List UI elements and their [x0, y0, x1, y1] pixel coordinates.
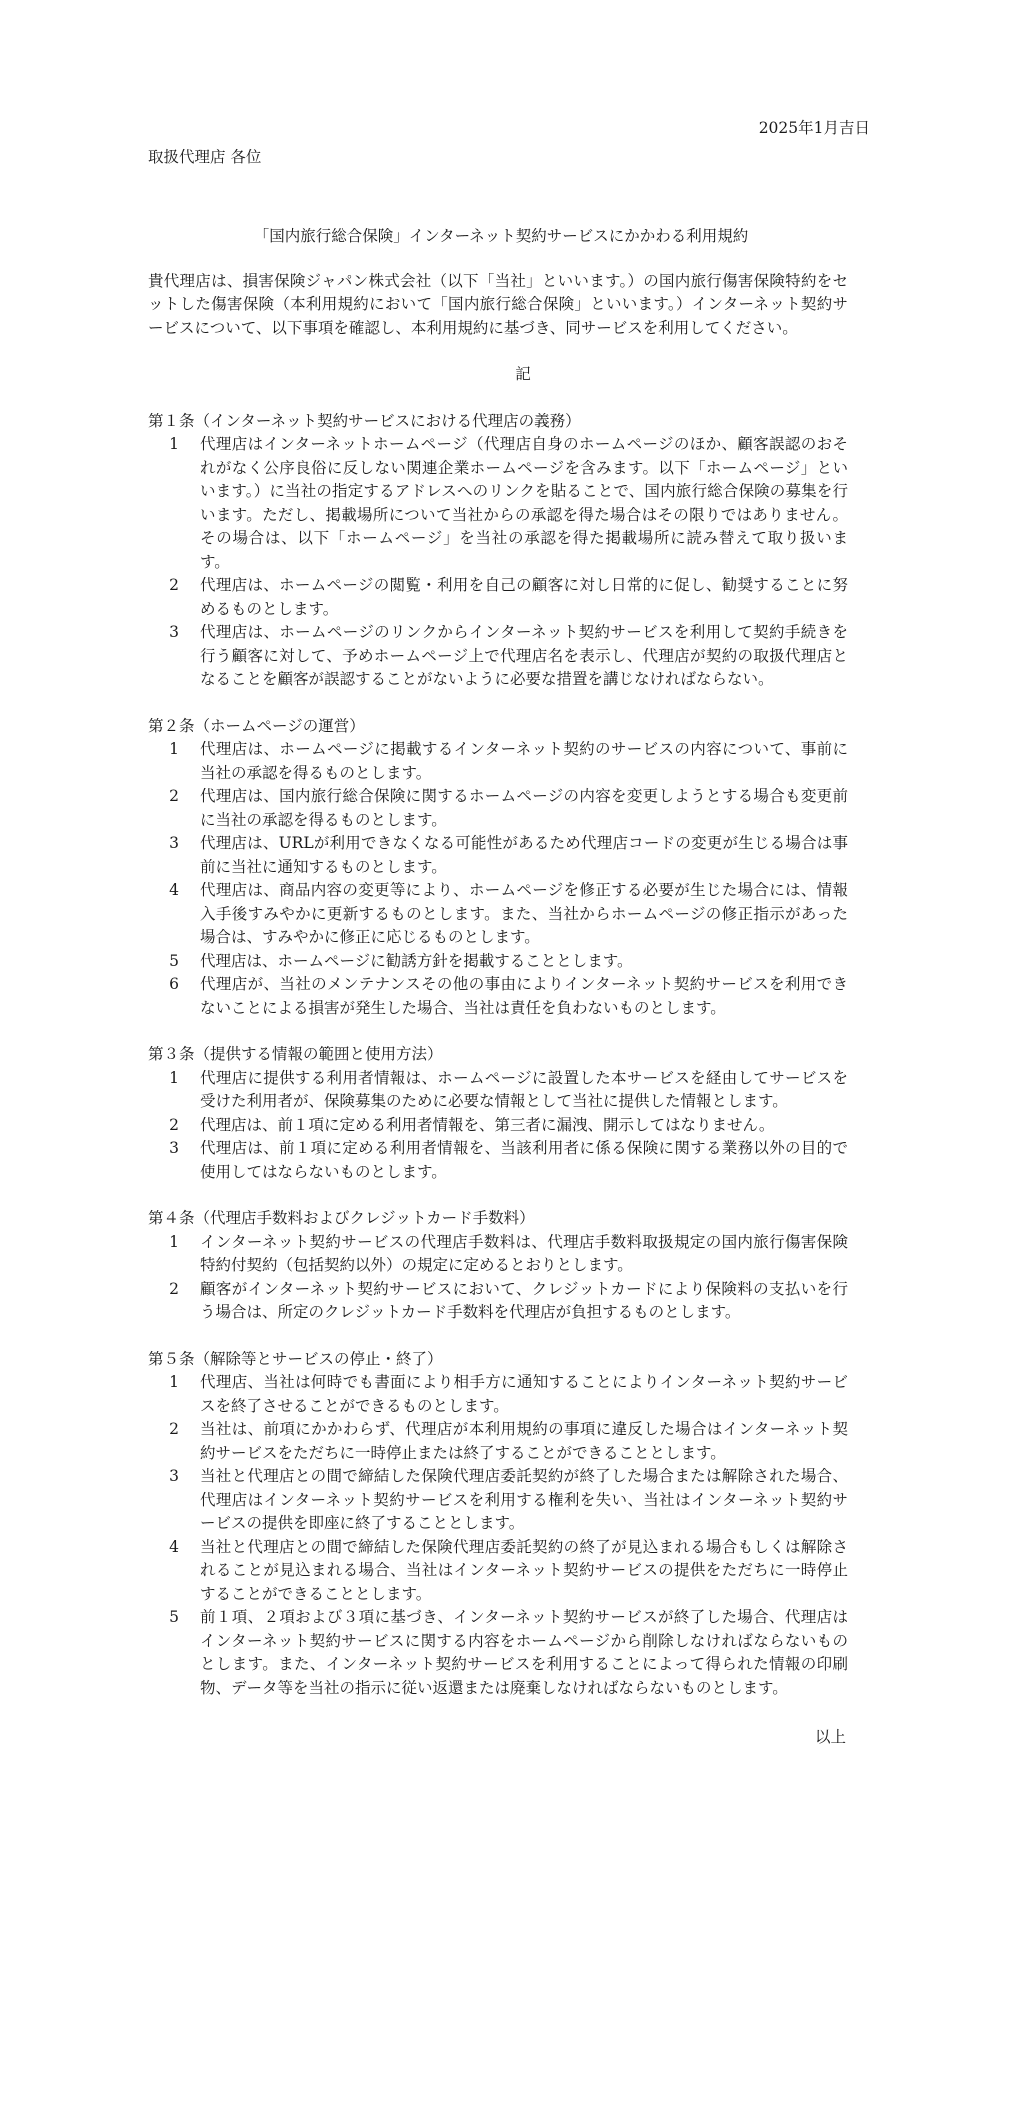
article-5: [148, 1348, 848, 1701]
clause-item: [148, 785, 848, 832]
article-heading: 第５条（解除等とサービスの停止・終了）: [148, 1349, 443, 1368]
clause-item: [148, 832, 848, 879]
article-heading: 第２条（ホームページの運営）: [148, 716, 365, 735]
clause-item: [148, 1536, 848, 1607]
articles-section: [148, 410, 848, 1701]
clause-number: 1: [169, 1232, 179, 1251]
intro-paragraph: 貴代理店は、損害保険ジャパン株式会社（以下「当社」といいます。）の国内旅行傷害保険特約をセットした傷害保険（本利用規約において「国内旅行総合保険」といいます。）インターネット契約サービスについて、以下事項を確認し、本利用規約に基づき、同サービスを利用してください。: [148, 271, 848, 337]
clause-item: [148, 1465, 848, 1536]
clause-text: 代理店はインターネットホームページ（代理店自身のホームページのほか、顧客誤認のおそれがなく公序良俗に反しない関連企業ホームページを含みます。以下「ホームページ」といいます。）に当社の指定するアドレスへのリンクを貼ることで、国内旅行総合保険の募集を行います。ただし、掲載場所について当社からの承認を得た場合はその限りではありません。その場合は、以下「ホームページ」を当社の承認を得た掲載場所に読み替えて取り扱います。: [200, 435, 848, 571]
clause-text: 代理店は、ホームページの閲覧・利用を自己の顧客に対し日常的に促し、勧奨することに努めるものとします。: [200, 576, 848, 618]
clause-text: 当社と代理店との間で締結した保険代理店委託契約が終了した場合または解除された場合、代理店はインターネット契約サービスを利用する権利を失い、当社はインターネット契約サービスの提供を即座に終了することとします。: [200, 1467, 848, 1532]
clause-text: 代理店、当社は何時でも書面により相手方に通知することによりインターネット契約サービスを終了させることができるものとします。: [200, 1373, 848, 1415]
clause-number: 3: [169, 834, 179, 852]
clause-number: 5: [169, 951, 179, 970]
clause-number: 2: [169, 1279, 179, 1298]
clause-number: 4: [169, 1537, 179, 1556]
article-heading: 第３条（提供する情報の範囲と使用方法）: [148, 1045, 443, 1063]
article-1: [148, 410, 848, 692]
clause-number: 3: [169, 1467, 179, 1485]
clause-text: 代理店は、ホームページに勧誘方針を掲載することとします。: [200, 951, 633, 970]
article-3: [148, 1043, 848, 1184]
clause-text: 前１項、２項および３項に基づき、インターネット契約サービスが終了した場合、代理店はインターネット契約サービスに関する内容をホームページから削除しなければならないものとします。また、インターネット契約サービスを利用することによって得られた情報の印刷物、データ等を当社の指示に従い返還または廃棄しなければならないものとします。: [200, 1608, 848, 1697]
clause-item: [148, 738, 848, 785]
ki-mark: 記: [515, 365, 531, 383]
clause-number: 1: [169, 1373, 179, 1391]
clause-item: [148, 879, 848, 950]
clause-item: [148, 621, 848, 692]
clause-text: 当社は、前項にかかわらず、代理店が本利用規約の事項に違反した場合はインターネット契約サービスをただちに一時停止または終了することができることとします。: [200, 1420, 848, 1462]
clause-text: 代理店は、ホームページのリンクからインターネット契約サービスを利用して契約手続きを行う顧客に対して、予めホームページ上で代理店名を表示し、代理店が契約の取扱代理店となることを顧客が誤認することがないように必要な措置を講じなければならない。: [200, 623, 848, 688]
clause-item: [148, 1418, 848, 1465]
clause-number: 1: [169, 435, 179, 453]
article-heading: 第４条（代理店手数料およびクレジットカード手数料）: [148, 1209, 535, 1227]
clause-item: [148, 1606, 848, 1700]
clause-text: 代理店は、URLが利用できなくなる可能性があるため代理店コードの変更が生じる場合は事前に当社に通知するものとします。: [200, 834, 848, 876]
clause-text: 代理店は、ホームページに掲載するインターネット契約のサービスの内容について、事前に当社の承認を得るものとします。: [200, 740, 848, 782]
clause-number: 5: [169, 1608, 179, 1626]
document-date: 2025年1月吉日: [758, 119, 870, 137]
clause-number: 1: [169, 1068, 179, 1087]
clause-number: 3: [169, 623, 179, 641]
clause-text: 当社と代理店との間で締結した保険代理店委託契約の終了が見込まれる場合もしくは解除されることが見込まれる場合、当社はインターネット契約サービスの提供をただちに一時停止することができることとします。: [200, 1537, 848, 1603]
clause-text: 代理店は、前１項に定める利用者情報を、第三者に漏洩、開示してはなりません。: [200, 1115, 775, 1134]
clause-text: 顧客がインターネット契約サービスにおいて、クレジットカードにより保険料の支払いを行う場合は、所定のクレジットカード手数料を代理店が負担するものとします。: [200, 1279, 848, 1321]
clause-item: [148, 950, 848, 974]
article-4: [148, 1207, 848, 1325]
clause-item: [148, 1278, 848, 1325]
clause-item: [148, 1137, 848, 1184]
clause-item: [148, 973, 848, 1020]
clause-number: 2: [169, 576, 179, 594]
clause-item: [148, 574, 848, 621]
clause-text: 代理店に提供する利用者情報は、ホームページに設置した本サービスを経由してサービスを受けた利用者が、保険募集のために必要な情報として当社に提供した情報とします。: [200, 1068, 848, 1110]
clause-text: 代理店は、国内旅行総合保険に関するホームページの内容を変更しようとする場合も変更前に当社の承認を得るものとします。: [200, 787, 848, 829]
clause-item: [148, 1067, 848, 1114]
addressee: 取扱代理店 各位: [148, 147, 262, 166]
clause-number: 2: [169, 1420, 179, 1438]
clause-number: 4: [169, 881, 179, 899]
clause-text: 代理店は、前１項に定める利用者情報を、当該利用者に係る保険に関する業務以外の目的で使用してはならないものとします。: [200, 1139, 848, 1181]
clause-item: [148, 1231, 848, 1278]
article-heading: 第１条（インターネット契約サービスにおける代理店の義務）: [148, 411, 581, 430]
clause-number: 2: [169, 1115, 179, 1134]
clause-number: 2: [169, 787, 179, 805]
clause-item: [148, 1371, 848, 1418]
clause-text: 代理店は、商品内容の変更等により、ホームページを修正する必要が生じた場合には、情報入手後すみやかに更新するものとします。また、当社からホームページの修正指示があった場合は、すみやかに修正に応じるものとします。: [200, 881, 848, 946]
article-2: [148, 715, 848, 1021]
clause-number: 3: [169, 1139, 179, 1157]
clause-item: [148, 433, 848, 574]
clause-number: 6: [169, 975, 179, 993]
clause-number: 1: [169, 740, 179, 758]
closing-mark: 以上: [814, 1728, 846, 1746]
document-title: 「国内旅行総合保険」インターネット契約サービスにかかわる利用規約: [253, 227, 749, 245]
clause-text: 代理店が、当社のメンテナンスその他の事由によりインターネット契約サービスを利用できないことによる損害が発生した場合、当社は責任を負わないものとします。: [200, 975, 848, 1017]
clause-text: インターネット契約サービスの代理店手数料は、代理店手数料取扱規定の国内旅行傷害保険特約付契約（包括契約以外）の規定に定めるとおりとします。: [200, 1232, 848, 1274]
clause-item: [148, 1114, 848, 1138]
